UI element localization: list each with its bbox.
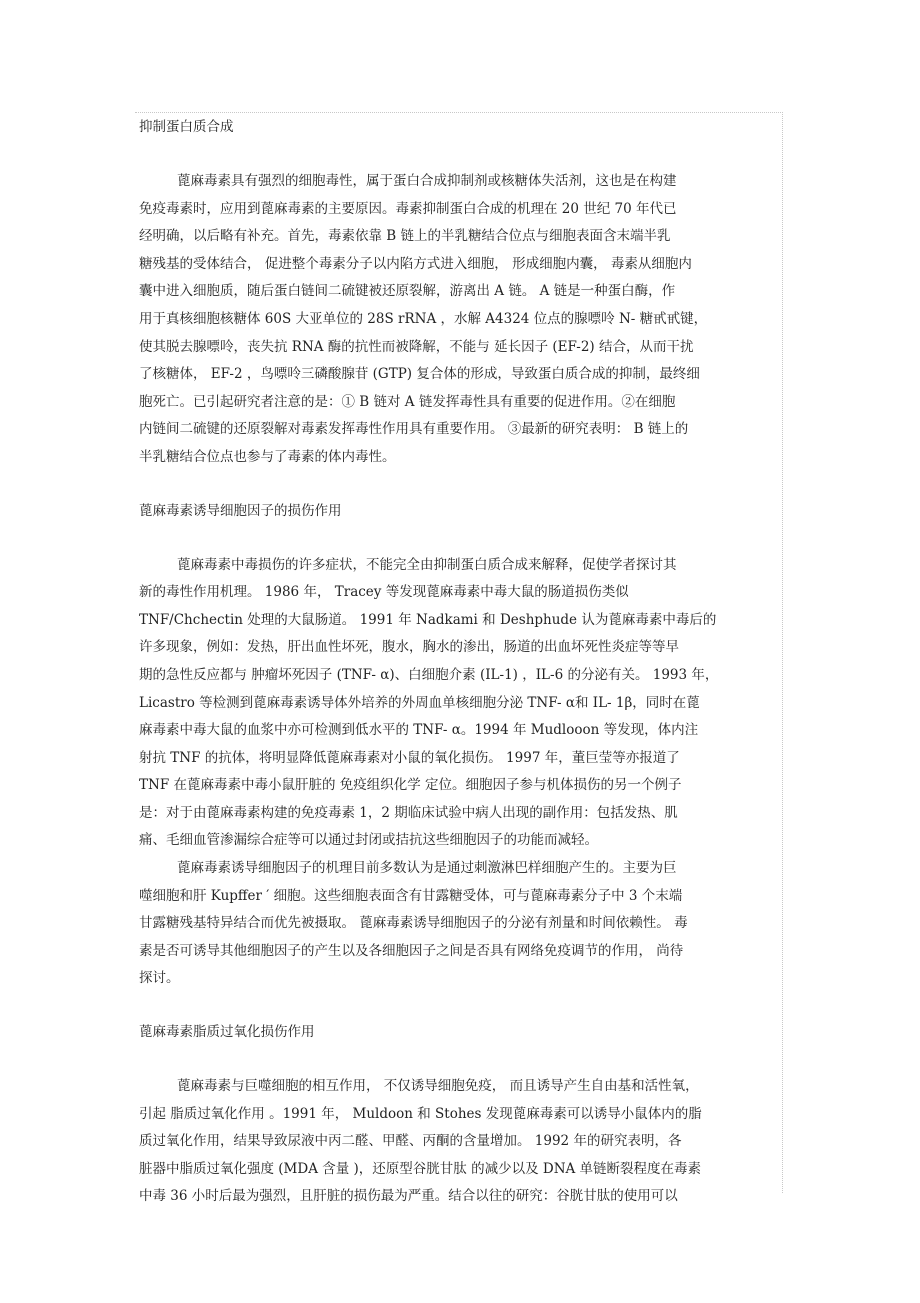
paragraph bbox=[139, 167, 779, 471]
text-line: 麻毒素中毒大鼠的血浆中亦可检测到低水平的 TNF- α。1994 年 Mudlooon 等发现，体内注 bbox=[139, 722, 699, 739]
text-line: 蓖麻毒素具有强烈的细胞毒性，属于蛋白合成抑制剂或核糖体失活剂，这也是在构建 bbox=[177, 173, 677, 189]
text-line: 脏器中脂质过氧化强度 (MDA 含量 )，还原型谷胱甘肽 的减少以及 DNA 单链断裂程度在毒素 bbox=[139, 1160, 702, 1177]
text-line: 质过氧化作用，结果导致尿液中丙二醛、甲醛、丙酮的含量增加。 1992 年的研究表明，各 bbox=[139, 1133, 682, 1150]
text-line: 蓖麻毒素中毒损伤的许多症状，不能完全由抑制蛋白质合成来解释，促使学者探讨其 bbox=[177, 556, 677, 573]
text-line: 使其脱去腺嘌呤，丧失抗 RNA 酶的抗性而被降解，不能与 延长因子 (EF-2) 结合，从而干扰 bbox=[139, 338, 694, 355]
text-line: 引起 脂质过氧化作用 。1991 年， Muldoon 和 Stohes 发现蓖麻毒素可以诱导小鼠体内的脂 bbox=[139, 1105, 702, 1122]
text-line: 免疫毒素时，应用到蓖麻毒素的主要原因。毒素抑制蛋白合成的机理在 20 世纪 70 年代已 bbox=[139, 200, 677, 217]
text-line: TNF/Chchectin 处理的大鼠肠道。 1991 年 Nadkami 和 Deshphude 认为蓖麻毒素中毒后的 bbox=[139, 611, 717, 628]
text-line: 探讨。 bbox=[139, 970, 180, 987]
text-line: TNF 在蓖麻毒素中毒小鼠肝脏的 免疫组织化学 定位。细胞因子参与机体损伤的另一个例子 bbox=[139, 777, 682, 794]
paragraph bbox=[139, 551, 779, 855]
text-line: 射抗 TNF 的抗体，将明显降低蓖麻毒素对小鼠的氧化损伤。 1997 年，董巨莹等亦报道了 bbox=[139, 749, 680, 766]
text-line: 蓖麻毒素诱导细胞因子的机理目前多数认为是通过刺激淋巴样细胞产生的。主要为巨 bbox=[177, 860, 677, 877]
text-line: 中毒 36 小时后最为强烈，且肝脏的损伤最为严重。结合以往的研究：谷胱甘肽的使用可以 bbox=[139, 1188, 678, 1205]
text-line: 用于真核细胞核糖体 60S 大亚单位的 28S rRNA ，水解 A4324 位点的腺嘌呤 N- 糖甙甙键， bbox=[139, 310, 708, 327]
text-line: 囊中进入细胞质，随后蛋白链间二硫键被还原裂解，游离出 A 链。 A 链是一种蛋白酶，作 bbox=[139, 283, 676, 300]
text-line: 痛、毛细血管渗漏综合症等可以通过封闭或拮抗这些细胞因子的功能而减轻。 bbox=[139, 832, 598, 849]
text-line: 许多现象，例如：发热，肝出血性坏死，腹水，胸水的渗出，肠道的出血坏死性炎症等等早 bbox=[139, 639, 679, 656]
text-line: 糖残基的受体结合， 促进整个毒素分子以内陷方式进入细胞， 形成细胞内囊， 毒素从细胞内 bbox=[139, 255, 692, 272]
text-line: 新的毒性作用机理。 1986 年， Tracey 等发现蓖麻毒素中毒大鼠的肠道损伤类似 bbox=[139, 584, 629, 601]
text-line: 半乳糖结合位点也参与了毒素的体内毒性。 bbox=[139, 448, 396, 465]
section-heading-cytokine-injury: 蓖麻毒素诱导细胞因子的损伤作用 bbox=[139, 502, 342, 519]
text-line: 甘露糖残基特异结合而优先被摄取。 蓖麻毒素诱导细胞因子的分泌有剂量和时间依赖性。 毒 bbox=[139, 915, 688, 932]
paragraph bbox=[139, 854, 779, 992]
text-line: 是：对于由蓖麻毒素构建的免疫毒素 1，2 期临床试验中病人出现的副作用：包括发热、肌 bbox=[139, 804, 678, 821]
text-line: 期的急性反应都与 肿瘤坏死因子 (TNF- α)、白细胞介素 (IL-1) ，IL-6 的分泌有关。 1993 年， bbox=[139, 666, 719, 683]
text-line: 素是否可诱导其他细胞因子的产生以及各细胞因子之间是否具有网络免疫调节的作用， 尚待 bbox=[139, 942, 684, 959]
section-heading-protein-synthesis: 抑制蛋白质合成 bbox=[139, 119, 234, 135]
text-line: 内链间二硫键的还原裂解对毒素发挥毒性作用具有重要作用。 ③最新的研究表明： B 链上的 bbox=[139, 421, 689, 438]
paragraph bbox=[139, 1072, 779, 1210]
text-line: 经明确，以后略有补充。首先，毒素依靠 B 链上的半乳糖结合位点与细胞表面含末端半乳 bbox=[139, 228, 671, 245]
text-line: 了核糖体， EF-2 ，鸟嘌呤三磷酸腺苷 (GTP) 复合体的形成，导致蛋白质合成的抑制，最终细 bbox=[139, 366, 700, 383]
section-heading-lipid-peroxidation: 蓖麻毒素脂质过氧化损伤作用 bbox=[139, 1024, 315, 1041]
text-line: 噬细胞和肝 Kupffer ′ 细胞。这些细胞表面含有甘露糖受体，可与蓖麻毒素分子中 3 个末端 bbox=[139, 887, 683, 904]
text-line: 蓖麻毒素与巨噬细胞的相互作用， 不仅诱导细胞免疫， 而且诱导产生自由基和活性氧， bbox=[177, 1078, 699, 1095]
document-body bbox=[139, 113, 779, 1210]
text-line: 胞死亡。已引起研究者注意的是：① B 链对 A 链发挥毒性具有重要的促进作用。②在细胞 bbox=[139, 393, 676, 410]
text-line: Licastro 等检测到蓖麻毒素诱导体外培养的外周血单核细胞分泌 TNF- α和 IL- 1β，同时在蓖 bbox=[139, 694, 700, 711]
